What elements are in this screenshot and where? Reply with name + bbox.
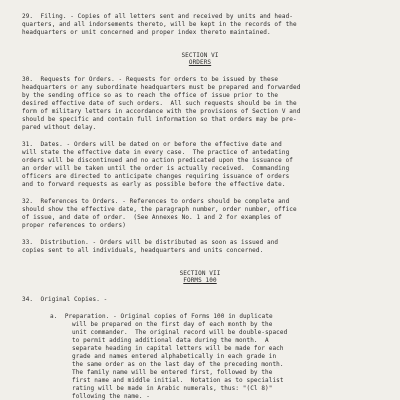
para34-line-10: rating will be made in Arabic numerals, thus: "(Cl 8)" <box>72 385 273 392</box>
para33-line-2: copies sent to all individuals, headquarters and units concerned. <box>22 247 264 254</box>
para34-line-9: first name and middle initial. Notation as to specialist <box>72 377 284 384</box>
para34-line-7: the same order as on the last day of the preceding month. <box>72 361 284 368</box>
para30-line-4: desired effective date of such orders. All such requests should be in the <box>22 100 297 107</box>
para30-line-3: by the sending office so as to reach the office of issue prior to the <box>22 92 279 99</box>
para30-line-7: pared without delay. <box>22 124 97 131</box>
para34-line-2: will be prepared on the first day of each month by the <box>72 321 273 328</box>
para31-line-3: orders will be discontinued and no action predicated upon the issuance of <box>22 157 293 164</box>
para31-line-5: officers are directed to anticipate changes requiring issuance of orders <box>22 173 290 180</box>
para34-title: 34. Original Copies. - <box>22 296 108 303</box>
para32-line-3: of issue, and date of order. (See Annexes No. 1 and 2 for examples of <box>22 214 282 221</box>
para30-line-5: form of military letters in accordance with the provisions of Section V and <box>22 108 301 115</box>
para34-line-1: a. Preparation. - Original copies of Forms 100 in duplicate <box>50 313 273 320</box>
para30-line-1: 30. Requests for Orders. - Requests for orders to be issued by these <box>22 76 279 83</box>
para34-line-3: unit commander. The original record will be double-spaced <box>72 329 288 336</box>
para34-line-4: to permit adding additional data during the month. A <box>72 337 269 344</box>
para34-line-11: following the name. - <box>72 393 150 400</box>
para31-line-6: and to forward requests as early as possible before the effective date. <box>22 181 286 188</box>
section-6-subheading: ORDERS <box>188 59 212 66</box>
para34-line-5: separate heading in capital letters will be made for each <box>72 345 284 352</box>
para33-line-1: 33. Distribution. - Orders will be distributed as soon as issued and <box>22 239 279 246</box>
section-7-subheading: FORMS 100 <box>183 277 217 284</box>
para34-line-6: grade and names entered alphabetically in each grade in <box>72 353 277 360</box>
para29-line-2: quarters, and all indorsements thereto, will be kept in the records of the <box>22 21 297 28</box>
para31-line-1: 31. Dates. - Orders will be dated on or before the effective date and <box>22 141 282 148</box>
para31-line-2: will state the effective date in every case. The practice of antedating <box>22 149 290 156</box>
section-6-heading: SECTION VI <box>181 52 219 59</box>
para29-line-3: headquarters or unit concerned and proper index thereto maintained. <box>22 29 271 36</box>
para31-line-4: an order will be taken until the order is actually received. Commanding <box>22 165 290 172</box>
para34-line-8: The family name will be entered first, followed by the <box>72 369 273 376</box>
para32-line-2: should show the effective date, the paragraph number, order number, office <box>22 206 297 213</box>
para29-line-1: 29. Filing. - Copies of all letters sent and received by units and head- <box>22 13 293 20</box>
para32-line-4: proper references to orders) <box>22 222 126 229</box>
para30-line-6: should be specific and contain full information so that orders may be pre- <box>22 116 297 123</box>
para30-line-2: headquarters or any subordinate headquarters must be prepared and forwarded <box>22 84 301 91</box>
section-7-heading: SECTION VII <box>179 270 221 277</box>
para32-line-1: 32. References to Orders. - References to orders should be complete and <box>22 198 290 205</box>
